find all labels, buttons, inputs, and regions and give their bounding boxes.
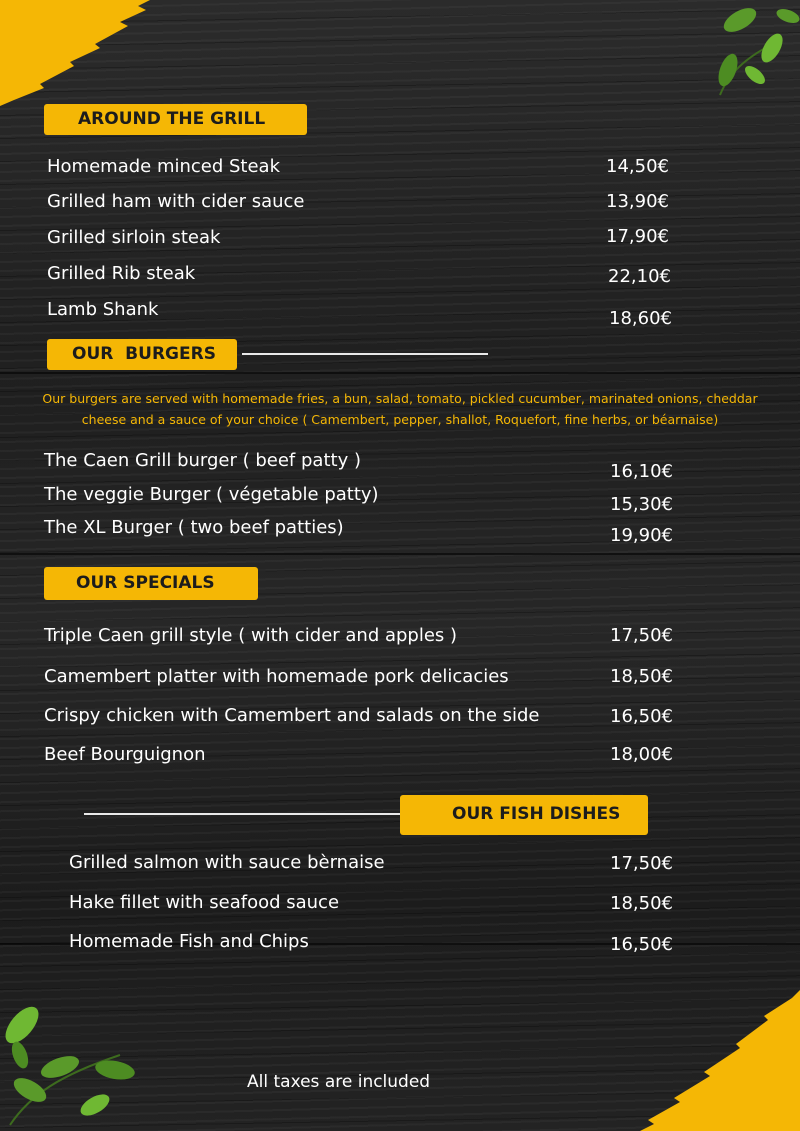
- menu-item-name: Lamb Shank: [47, 299, 159, 320]
- menu-item-price: 16,50€: [610, 934, 673, 955]
- menu-item-price: 17,50€: [610, 625, 673, 646]
- menu-item-price: 18,50€: [610, 666, 673, 687]
- menu-item-name: Hake fillet with seafood sauce: [69, 892, 340, 913]
- menu-item-price: 17,90€: [606, 226, 669, 247]
- menu-item-price: 18,00€: [610, 744, 673, 765]
- section-label-fish: OUR FISH DISHES: [400, 795, 648, 835]
- menu-item-price: 19,90€: [610, 525, 673, 546]
- menu-item-name: Grilled salmon with sauce bèrnaise: [69, 852, 385, 873]
- menu-item-price: 13,90€: [606, 191, 669, 212]
- divider-line: [84, 813, 401, 815]
- menu-item-price: 18,50€: [610, 893, 673, 914]
- menu-item-price: 16,50€: [610, 706, 673, 727]
- menu-item-name: Grilled ham with cider sauce: [47, 191, 305, 212]
- menu-item-name: Grilled sirloin steak: [47, 227, 221, 248]
- footer-note: All taxes are included: [247, 1072, 431, 1092]
- menu-item-price: 15,30€: [610, 494, 673, 515]
- menu-item-name: Camembert platter with homemade pork delicacies: [44, 666, 509, 687]
- menu-item-name: Triple Caen grill style ( with cider and apples ): [44, 625, 458, 646]
- section-label-burgers: OUR BURGERS: [47, 339, 237, 370]
- menu-item-price: 18,60€: [609, 308, 672, 329]
- menu-item-name: Crispy chicken with Camembert and salads on the side: [44, 705, 540, 726]
- menu-item-name: Homemade Fish and Chips: [69, 931, 309, 952]
- leaf-decoration-icon: [0, 995, 160, 1131]
- section-label-grill: AROUND THE GRILL: [44, 104, 307, 135]
- burgers-note: Our burgers are served with homemade fries, a bun, salad, tomato, pickled cucumber, marinated onions, cheddar cheese and a sauce of your choice ( Camembert, pepper, shallot, Roquefort, fine herbs, or béarnaise): [42, 391, 758, 427]
- menu-item-name: Grilled Rib steak: [47, 263, 196, 284]
- menu-item-price: 17,50€: [610, 853, 673, 874]
- menu-item-price: 22,10€: [608, 266, 671, 287]
- leaf-decoration-icon: [700, 0, 800, 100]
- yellow-corner-bottom-right: [640, 990, 800, 1131]
- plank-seam: [0, 553, 800, 555]
- menu-item-price: 16,10€: [610, 461, 673, 482]
- plank-seam: [0, 372, 800, 374]
- menu-item-price: 14,50€: [606, 156, 669, 177]
- menu-item-name: Homemade minced Steak: [47, 156, 281, 177]
- menu-item-name: The veggie Burger ( végetable patty): [44, 484, 379, 505]
- yellow-corner-top-left: [0, 0, 150, 110]
- divider-line: [242, 353, 488, 355]
- menu-item-name: Beef Bourguignon: [44, 744, 206, 765]
- section-label-specials: OUR SPECIALS: [44, 567, 258, 600]
- menu-item-name: The XL Burger ( two beef patties): [44, 517, 344, 538]
- menu-item-name: The Caen Grill burger ( beef patty ): [44, 450, 361, 471]
